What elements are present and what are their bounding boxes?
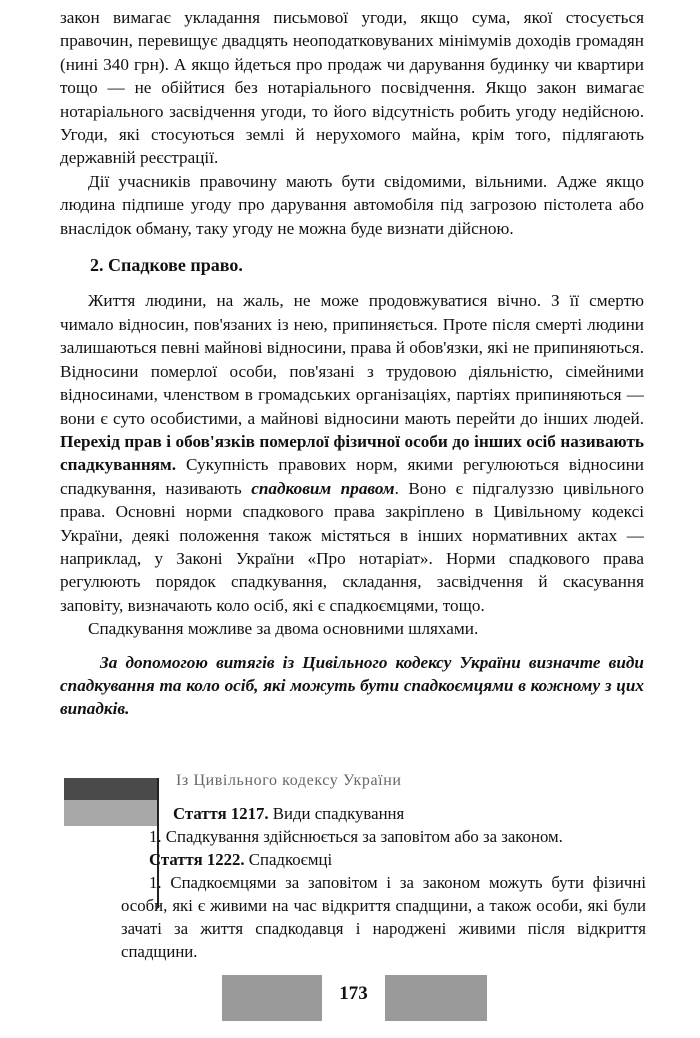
article-1217-title: Види спадкування xyxy=(268,804,405,823)
excerpt-body xyxy=(121,802,646,963)
paragraph-inheritance-intro: Життя людини, на жаль, не може продовжуватися вічно. З її смертю чимало відносин, пов'язаних із нею, припиняється. Проте після смерті людини залишаються певні майнові відносини, права й обов'язки, які не припиняються. Відносини померлої особи, пов'язані з трудовою діяльністю, сімейними відносинами, членством в громадських організаціях, партіях припиняються — вони є суто особистими, а майнові відносини мають перейти до інших людей. xyxy=(60,291,644,428)
footer-bar-right xyxy=(385,975,487,1021)
paragraph-two-ways: Спадкування можливе за двома основними шляхами. xyxy=(88,619,479,639)
article-1217-text: 1. Спадкування здійснюється за заповітом або за законом. xyxy=(149,827,563,846)
definition-inheritance: Перехід прав і обов'язків померлої фізичної особи до інших осіб називають спадкуванням. xyxy=(60,431,644,475)
paragraph-inheritance-mid: Сукупність правових норм, якими регулюються відносини спадкування, називають xyxy=(60,455,644,498)
paragraph-contract-notary: закон вимагає укладання письмової угоди, якщо сума, якої стосується правочин, перевищує двадцять неоподатковуваних мінімумів доходів громадян (нині 340 грн). А якщо йдеться про продаж чи дарування будинку чи квартири тощо — не обійтися без нотаріального посвідчення. Якщо закон вимагає нотаріального засвідчення угоди, то його відсутність робить угоду недійсною. Угоди, які стосуються землі й нерухомого майна, крім того, підлягають державній реєстрації. xyxy=(60,8,644,168)
page-content xyxy=(60,6,644,721)
task-block xyxy=(60,651,644,721)
page-footer xyxy=(0,975,700,1021)
article-1222-text: 1. Спадкоємцями за заповітом і за законом можуть бути фізичні особи, які є живими на час відкриття спадщини, а також особи, які були зачаті за життя спадкодавця і народжені живими після відкриття спадщини. xyxy=(121,873,646,961)
article-1217-label: Стаття 1217. xyxy=(173,804,269,823)
paragraph-inheritance xyxy=(60,289,644,617)
paragraph-inheritance-end: . Воно є підгалуззю цивільного права. Основні норми спадкового права закріплено в Цивільному кодексі України, деякі положення також містяться в інших нормативних актах — наприклад, у Законі України «Про нотаріат». Норми спадкового права регулюють порядок спадкування, складання, засвідчення й скасування заповіту, визначають коло осіб, які є спадкоємцями, тощо. xyxy=(60,478,644,615)
article-1222-heading xyxy=(121,848,646,871)
task-text: За допомогою витягів із Цивільного кодексу України визначте види спадкування та коло осіб, які можуть бути спадкоємцями в кожному з цих випадків. xyxy=(60,652,644,719)
page-number: 173 xyxy=(339,983,368,1004)
paragraph-free-will: Дії учасників правочину мають бути свідомими, вільними. Адже якщо людина підпише угоду про дарування автомобіля під загрозою пістолета або внаслідок обману, таку угоду не можна буде визнати дійсною. xyxy=(60,171,644,238)
term-inheritance-law: спадковим правом xyxy=(251,478,395,498)
footer-bar-left xyxy=(222,975,322,1021)
section-heading: 2. Спадкове право. xyxy=(90,255,243,276)
excerpt-marker-dark xyxy=(64,778,157,800)
article-1222-title: Спадкоємці xyxy=(244,850,333,869)
article-1217-heading xyxy=(121,802,646,825)
article-1222-label: Стаття 1222. xyxy=(149,850,245,869)
excerpt-title: Із Цивільного кодексу України xyxy=(176,772,402,789)
